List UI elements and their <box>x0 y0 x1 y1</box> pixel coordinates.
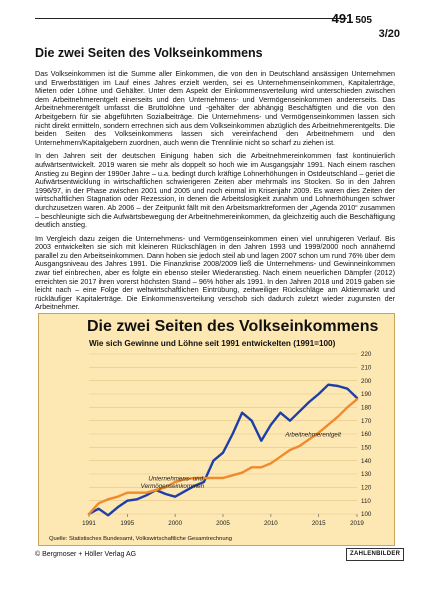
paragraph-business-income: Im Vergleich dazu zeigen die Unternehmens- und Vermögenseinkommen einen viel unruhigeren Verlauf. Bis 2003 entwickelten sie sich mit kleineren Rückschlägen in den Jahren 1993 und 1999/2000 noch annähernd parallel zu den Arbeitseinkommen. Dann hoben sie jedoch steil ab und lagen 2007 schon um rund 76% über dem Ausgangsniveau des Jahres 1991. Die Finanzkrise 2008/2009 ließ die Unternehmens- und Gewinneinkommen zwar tief einbrechen, aber es folgte ein ebenso steiler Wiederanstieg. Nach einem neuerlichen Dämpfer (2012) erreichten sie 2017 ihren vorerst höchsten Stand – 96% höher als 1991. In den Jahren 2018 und 2019 gaben sie leicht nach – eine Folge der weltwirtschaftlichen Eintrübung, zeitweiliger Rückschläge am Aktienmarkt und rückläufiger Kapitalerträge. Die Einkommensverteilung verschob sich dadurch zuletzt wieder zugunsten der Arbeitnehmer. <box>35 233 396 312</box>
paragraph-employee-income: In den Jahren seit der deutschen Einigung haben sich die Arbeitnehmereinkommen fast kontinuierlich aufwärtsentwickelt. 2019 waren sie mehr als doppelt so hoch wie im Ausgangsjahr 1991. Nach einem raschen Anstieg zu Beginn der 1990er Jahre – u.a. bedingt durch kräftige Lohnerhöhungen in Ostdeutschland – geriet die Aufwärtsentwicklung in wirtschaftlichen schwierigeren Zeiten aber mehrmals ins Stocken. So in den Jahren 1996/97, in der Phase zwischen 2001 und 2005 und noch einmal im Krisenjahr 2009. Es waren dies Zeiten der wirtschaftlichen Stagnation oder Rezession, in denen die Arbeitslosigkeit zunahm und Lohnerhöhungen schwer durchzusetzen waren. Ab 2006 – der Zeitpunkt fällt mit den Arbeitsmarktreformen der „Agenda 2010“ zusammen – beschleunigte sich die Aufwärtsbewegung der Arbeitnehmereinkommen, da gleichzeitig auch die Beschäftigung deutlich anstieg. <box>35 151 395 230</box>
x-tick-label: 2010 <box>263 520 278 527</box>
y-tick-label: 140 <box>361 457 372 465</box>
y-tick-label: 130 <box>361 471 372 479</box>
chart-subtitle-note: (1991=100) <box>293 339 336 348</box>
series-line-employee-income <box>89 399 357 514</box>
sheet-number <box>332 11 372 26</box>
chart-source: Quelle: Statistisches Bundesamt, Volkswirtschaftliche Gesamtrechnung <box>49 536 233 542</box>
y-tick-label: 190 <box>361 391 372 399</box>
y-tick-label: 210 <box>361 364 372 372</box>
y-tick-label: 100 <box>361 511 372 519</box>
x-tick-label: 2000 <box>168 520 183 527</box>
x-tick-label: 1995 <box>120 520 135 527</box>
page-title: Die zwei Seiten des Volkseinkommens <box>35 46 263 60</box>
header-rule <box>35 18 347 19</box>
sheet-number-main: 491 <box>331 11 354 26</box>
series-label-employee-income: Arbeitnehmerentgelt <box>285 431 341 439</box>
y-tick-label: 120 <box>361 484 372 492</box>
x-tick-label: 2019 <box>350 520 364 527</box>
series-line-business-income <box>89 385 357 516</box>
chart-panel <box>38 313 395 546</box>
chart-subtitle-text: Wie sich Gewinne und Löhne seit 1991 entwickelten <box>89 339 291 348</box>
chart-title: Die zwei Seiten des Volkseinkommens <box>87 318 379 335</box>
x-tick-label: 1991 <box>82 520 96 527</box>
x-tick-label: 2005 <box>216 520 230 527</box>
y-tick-label: 110 <box>361 497 371 505</box>
y-tick-label: 220 <box>361 351 372 359</box>
chart-lines <box>89 385 357 516</box>
x-tick-label: 2015 <box>311 520 326 527</box>
y-tick-label: 150 <box>361 444 372 452</box>
x-axis-ticks <box>82 514 364 527</box>
sheet-number-suffix: 505 <box>355 15 372 26</box>
y-tick-label: 180 <box>361 404 372 412</box>
publisher-logo: ZAHLENBILDER <box>346 548 404 561</box>
footer-copyright: © Bergmoser + Höller Verlag AG <box>35 551 137 558</box>
y-tick-label: 200 <box>361 377 372 385</box>
line-chart <box>39 314 394 545</box>
sheet-issue: 3/20 <box>378 28 400 40</box>
y-tick-label: 170 <box>361 417 372 425</box>
series-label-business-income: Unternehmens- und Vermögenseinkommen <box>140 475 205 491</box>
y-tick-label: 160 <box>361 431 372 439</box>
body-text <box>35 70 395 317</box>
chart-subtitle <box>89 339 335 348</box>
paragraph-definition: Das Volkseinkommen ist die Summe aller Einkommen, die von den in Deutschland ansässigen Unternehmen und Erwerbstätigen im Lauf eines Jahres erzielt werden, sei es Unternehmenseinkommen, Kapitalerträge, Mieten oder Löhne und Gehälter. Unter dem Aspekt der Einkommensverteilung wird unterschieden zwischen dem Arbeitnehmerentgelt einerseits und den Unternehmens- und Vermögenseinkommen andererseits. Das Arbeitnehmerentgelt umfasst die Bruttolöhne und -gehälter der abhängig Beschäftigten und die von den Arbeitgebern für sie abgeführten Sozialbeiträge. Die Unternehmens- und Vermögenseinkommen lassen sich nicht direkt ermitteln, sondern errechnen sich aus dem Volkseinkommen abzüglich des Arbeitnehmerentgelts. Die beiden Seiten des Volkseinkommens lassen sich vereinfachend den Arbeitnehmern und den Unternehmern/Kapitalgebern zuordnen, auch wenn die Trennlinie nicht so scharf zu ziehen ist. <box>35 69 395 147</box>
y-axis-ticks <box>361 351 372 518</box>
